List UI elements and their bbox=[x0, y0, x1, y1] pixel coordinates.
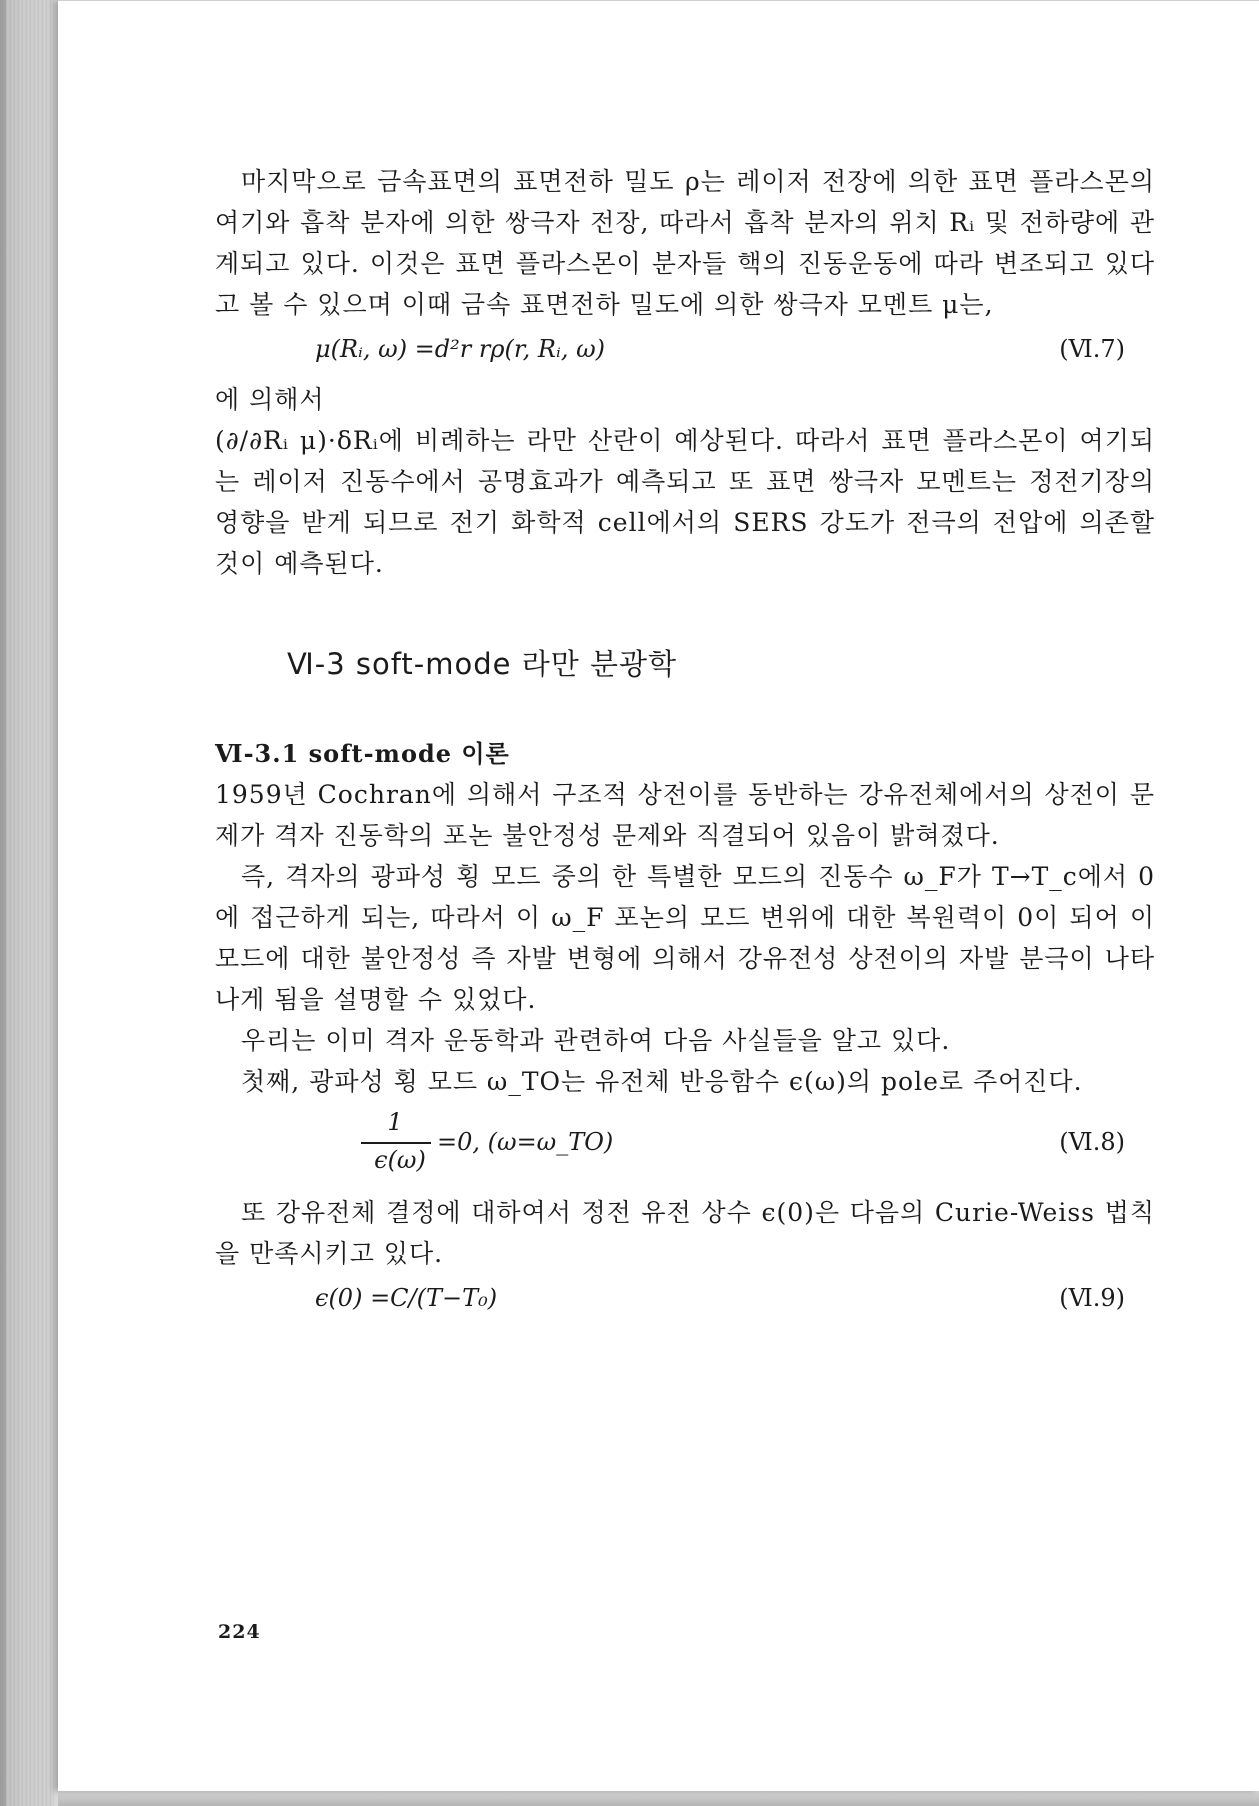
equation-vi-7 bbox=[215, 325, 1155, 379]
fraction-denominator: ϵ(ω) bbox=[374, 1146, 426, 1174]
paragraph-surface-charge: 마지막으로 금속표면의 표면전하 밀도 ρ는 레이저 전장에 의한 표면 플라스몬의 여기와 흡착 분자에 의한 쌍극자 전장, 따라서 흡착 분자의 위치 Rᵢ 및 전하량에 관계되고 있다. 이것은 표면 플라스몬이 분자들 핵의 진동운동에 따라 변조되고 있다고 볼 수 있으며 이때 금속 표면전하 밀도에 의한 쌍극자 모멘트 μ는, bbox=[215, 167, 1155, 319]
paragraph-facts-intro: 우리는 이미 격자 운동학과 관련하여 다음 사실들을 알고 있다. bbox=[241, 1026, 951, 1055]
book-spine-edge bbox=[0, 0, 58, 1806]
equation-vi-8 bbox=[215, 1102, 1155, 1192]
paragraph-soft-mode: 즉, 격자의 광파성 횡 모드 중의 한 특별한 모드의 진동수 ω_F가 T→T_c에서 0에 접근하게 되는, 따라서 이 ω_F 포논의 모드 변위에 대한 복원력이 0이 되어 이 모드에 대한 불안정성 즉 자발 변형에 의해서 강유전성 상전이의 자발 분극이 나타나게 됨을 설명할 수 있었다. bbox=[215, 862, 1155, 1014]
equation-expression: ϵ(0) =C/(T−T₀) bbox=[315, 1284, 498, 1312]
paragraph-cochran: 1959년 Cochran에 의해서 구조적 상전이를 동반하는 강유전체에서의 상전이 문제가 격자 진동학의 포논 불안정성 문제와 직결되어 있음이 밝혀졌다. bbox=[215, 780, 1155, 850]
equation-number: (Ⅵ.9) bbox=[1059, 1284, 1125, 1312]
equation-vi-9 bbox=[215, 1274, 1155, 1328]
paragraph-raman-scattering: (∂/∂Rᵢ μ)·δRᵢ에 비례하는 라만 산란이 예상된다. 따라서 표면 플라스몬이 여기되는 레이저 진동수에서 공명효과가 예측되고 또 표면 쌍극자 모멘트는 정전기장의 영향을 받게 되므로 전기 화학적 cell에서의 SERS 강도가 전극의 전압에 의존할 것이 예측된다. bbox=[215, 426, 1155, 578]
book-page bbox=[58, 0, 1259, 1791]
book-bottom-edge bbox=[58, 1790, 1259, 1806]
equation-expression: =0, (ω=ω_TO) bbox=[437, 1128, 614, 1156]
fraction-numerator: 1 bbox=[387, 1108, 403, 1136]
page-content bbox=[215, 161, 1155, 1328]
equation-number: (Ⅵ.7) bbox=[1059, 335, 1125, 363]
page-number: 224 bbox=[218, 1621, 261, 1643]
fraction-bar bbox=[361, 1142, 431, 1144]
paragraph-by: 에 의해서 bbox=[215, 385, 325, 414]
paragraph-first-fact: 첫째, 광파성 횡 모드 ω_TO는 유전체 반응함수 ϵ(ω)의 pole로 주어진다. bbox=[241, 1067, 1083, 1096]
equation-expression: μ(Rᵢ, ω) =d²r rρ(r, Rᵢ, ω) bbox=[315, 335, 606, 363]
paragraph-curie-weiss: 또 강유전체 결정에 대하여서 정전 유전 상수 ϵ(0)은 다음의 Curie-Weiss 법칙을 만족시키고 있다. bbox=[215, 1198, 1155, 1268]
section-title: Ⅵ-3 soft-mode 라만 분광학 bbox=[287, 647, 678, 681]
subsection-title: Ⅵ-3.1 soft-mode 이론 bbox=[215, 739, 510, 768]
equation-number: (Ⅵ.8) bbox=[1059, 1128, 1125, 1156]
